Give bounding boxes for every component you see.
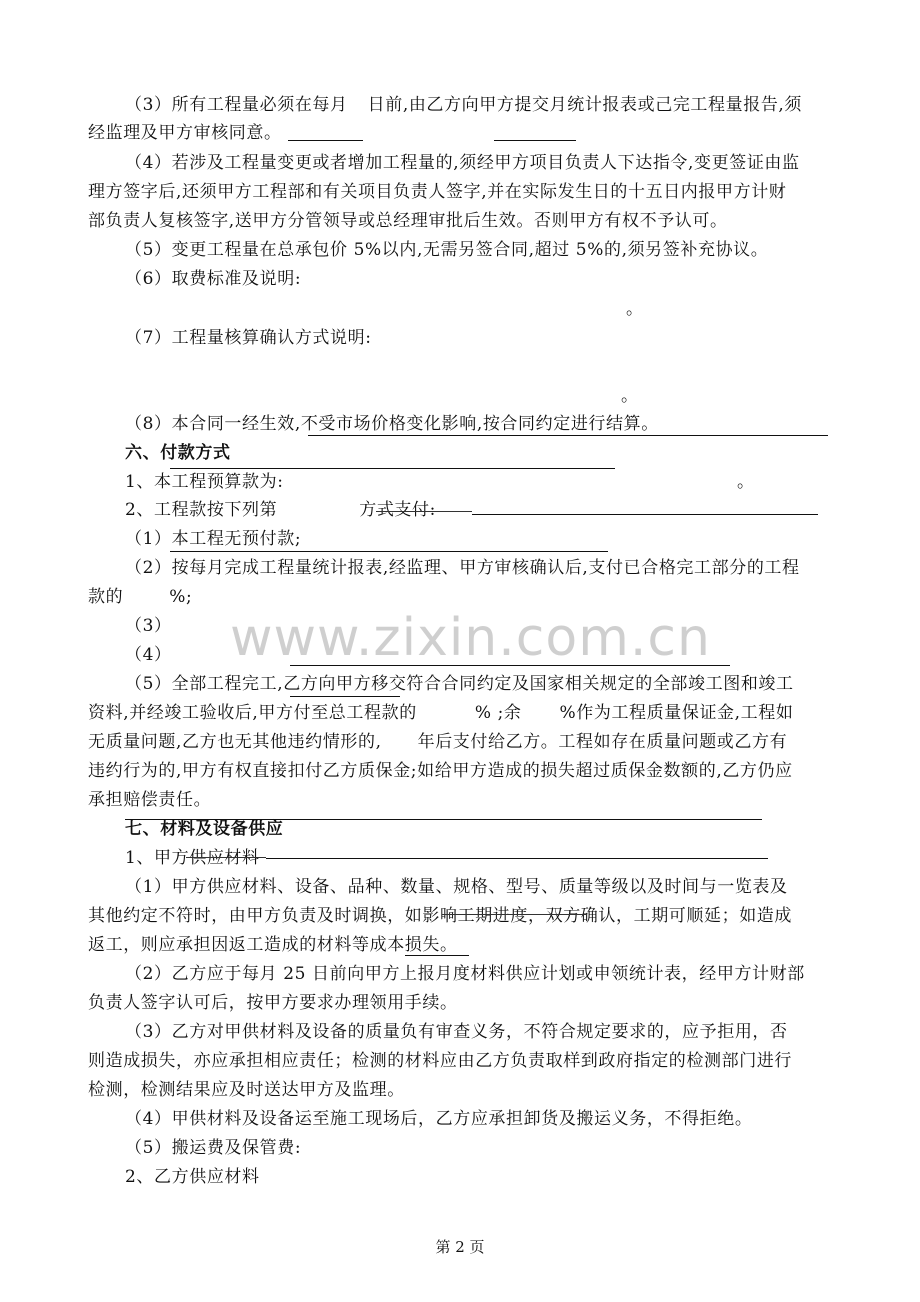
page-number: 第 2 页 [435, 1238, 485, 1256]
materials-1-2-line-2: 负责人签字认可后，按甲方要求办理领用手续。 [88, 993, 458, 1013]
clause-7: （7）工程量核算确认方式说明: [125, 328, 372, 348]
watermark: www.zixin.com.cn [230, 608, 711, 668]
clause-3-line-2: 经监理及甲方审核同意。 [88, 123, 282, 143]
payment-option-4: （4） [125, 645, 172, 665]
blank-underline [290, 696, 400, 697]
payment-option-1: （1）本工程无预付款; [125, 529, 302, 549]
materials-1-3-line-1: （3）乙方对甲供材料及设备的质量负有审查义务，不符合规定要求的，应予拒用，否 [125, 1022, 788, 1042]
clause-4-line-1: （4）若涉及工程量变更或者增加工程量的,须经甲方项目负责人下达指令,变更签证由监 [125, 153, 800, 173]
blank-underline [170, 551, 608, 552]
clause-3-line-1: （3）所有工程量必须在每月 日前,由乙方向甲方提交月统计报表或己完工程量报告,须 [125, 95, 803, 115]
strikethrough-line [186, 857, 266, 858]
payment-option-5-line-1: （5）全部工程完工,乙方向甲方移交符合合同约定及国家相关规定的全部竣工图和竣工 [125, 674, 794, 694]
blank-underline [494, 140, 576, 141]
payment-option-3: （3） [125, 616, 172, 636]
materials-1-1-line-2: 其他约定不符时，由甲方负责及时调换，如影响工期进度，双方确认，工期可顺延；如造成 [88, 906, 792, 926]
period-mark: 。 [737, 472, 754, 492]
clause-4-line-2: 理方签字后,还须甲方工程部和有关项目负责人签字,并在实际发生日的十五日内报甲方计财 [88, 182, 787, 202]
strikethrough-line [442, 914, 587, 915]
payment-option-5-line-3: 无质量问题,乙方也无其他违约情形的, 年后支付给乙方。工程如存在质量问题或乙方有 [88, 732, 788, 752]
clause-8: （8）本合同一经生效,不受市场价格变化影响,按合同约定进行结算。 [125, 414, 659, 434]
blank-underline [288, 140, 363, 141]
payment-option-2-line-2: 款的 %; [88, 587, 193, 607]
materials-item-1: 1、甲方供应材料 [125, 848, 260, 868]
period-mark: 。 [626, 299, 643, 319]
materials-1-3-line-3: 检测，检测结果应及时送达甲方及监理。 [88, 1080, 405, 1100]
strikethrough-line [376, 511, 472, 512]
materials-1-3-line-2: 则造成损失，亦应承担相应责任；检测的材料应由乙方负责取样到政府指定的检测部门进行 [88, 1051, 792, 1071]
materials-1-1-line-1: （1）甲方供应材料、设备、品种、数量、规格、型号、质量等级以及时间与一览表及 [125, 877, 788, 897]
materials-1-2-line-1: （2）乙方应于每月 25 日前向甲方上报月度材料供应计划或申领统计表，经甲方计财部 [125, 964, 805, 984]
section-6-heading: 六、付款方式 [125, 443, 231, 463]
clause-4-line-3: 部负责人复核签字,送甲方分管领导或总经理审批后生效。否则甲方有权不予认可。 [88, 211, 728, 231]
blank-underline [266, 858, 768, 859]
blank-underline [170, 468, 615, 469]
blank-underline [472, 514, 818, 515]
payment-option-5-line-4: 违约行为的,甲方有权直接扣付乙方质保金;如给甲方造成的损失超过质保金数额的,乙方仍应 [88, 761, 793, 781]
section-7-heading: 七、材料及设备供应 [125, 819, 284, 839]
payment-option-5-line-5: 承担赔偿责任。 [88, 790, 212, 810]
payment-item-1: 1、本工程预算款为: [125, 472, 284, 492]
clause-6: （6）取费标准及说明: [125, 269, 302, 289]
payment-item-2: 2、工程款按下列第 方式支付: [125, 500, 436, 520]
clause-5: （5）变更工程量在总承包价 5%以内,无需另签合同,超过 5%的,须另签补充协议。 [125, 240, 769, 260]
payment-option-5-line-2: 资料,并经竣工验收后,甲方付至总工程款的 % ;余 %作为工程质量保证金,工程如 [88, 703, 794, 723]
materials-item-2: 2、乙方供应材料 [125, 1167, 260, 1187]
materials-1-4: （4）甲供材料及设备运至施工现场后，乙方应承担卸货及搬运义务，不得拒绝。 [125, 1109, 753, 1129]
materials-1-1-line-3: 返工，则应承担因返工造成的材料等成本损失。 [88, 935, 458, 955]
period-mark: 。 [621, 386, 638, 406]
blank-underline [308, 435, 828, 436]
blank-underline [405, 955, 469, 956]
materials-1-5: （5）搬运费及保管费: [125, 1138, 302, 1158]
payment-option-2-line-1: （2）按每月完成工程量统计报表,经监理、甲方审核确认后,支付已合格完工部分的工程 [125, 558, 800, 578]
